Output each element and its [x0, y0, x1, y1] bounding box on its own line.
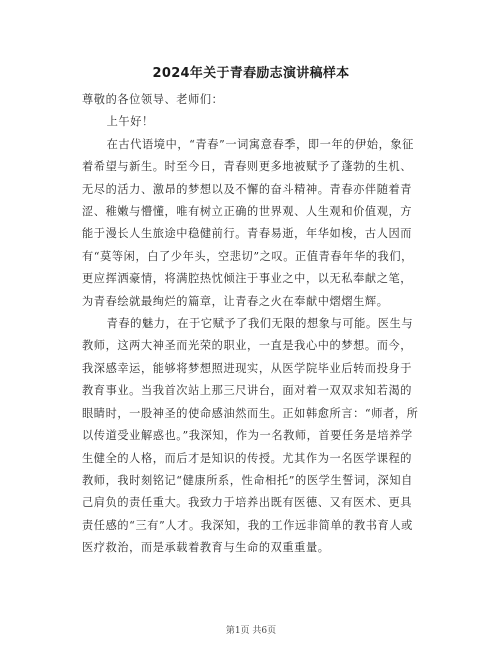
salutation: 尊敬的各位领导、老师们：: [82, 93, 224, 106]
page-footer: 第1页 共6页: [225, 626, 277, 636]
greeting: 上午好！: [106, 115, 154, 129]
paragraph-2: 青春的魅力，在于它赋予了我们无限的想象与可能。医生与教师，这两大神圣而光荣的职业，一直是我心中的梦想。而今，我深感幸运，能够将梦想照进现实，从医学院毕业后转而投身于教育事业。当我首次站上那三尺讲台，面对着一双双求知若渴的眼睛时，一股神圣的使命感油然而生。正如韩愈所言：“师者，所以传道受业解惑也。”我深知，作为一名教师，首要任务是培养学生健全的人格，而后才是知识的传授。尤其作为一名医学课程的教师，我时刻铭记“健康所系，性命相托”的医学生誓词，深知自己肩负的责任重大。我致力于培养出既有医德、又有医术、更具责任感的“三有”人才。我深知，我的工作远非简单的教书育人或医疗救治，而是承载着教育与生命的双重重量。: [82, 317, 419, 555]
document-body: [82, 89, 422, 560]
paragraph-1: 在古代语境中，“青春”一词寓意春季，即一年的伊始，象征着希望与新生。时至今日，青春则更多地被赋予了蓬勃的生机、无尽的活力、激昂的梦想以及不懈的奋斗精神。青春亦伴随着青涩、稚嫩与懵懂，唯有树立正确的世界观、人生观和价值观，方能于漫长人生旅途中稳健前行。青春易逝，年华如梭，古人因而有“莫等闲，白了少年头，空悲切”之叹。正值青春年华的我们，更应挥洒豪情，将满腔热忱倾注于事业之中，以无私奉献之笔，为青春绘就最绚烂的篇章，让青春之火在奉献中熠熠生辉。: [82, 137, 414, 308]
document-title: 2024年关于青春励志演讲稿样本: [152, 66, 350, 81]
